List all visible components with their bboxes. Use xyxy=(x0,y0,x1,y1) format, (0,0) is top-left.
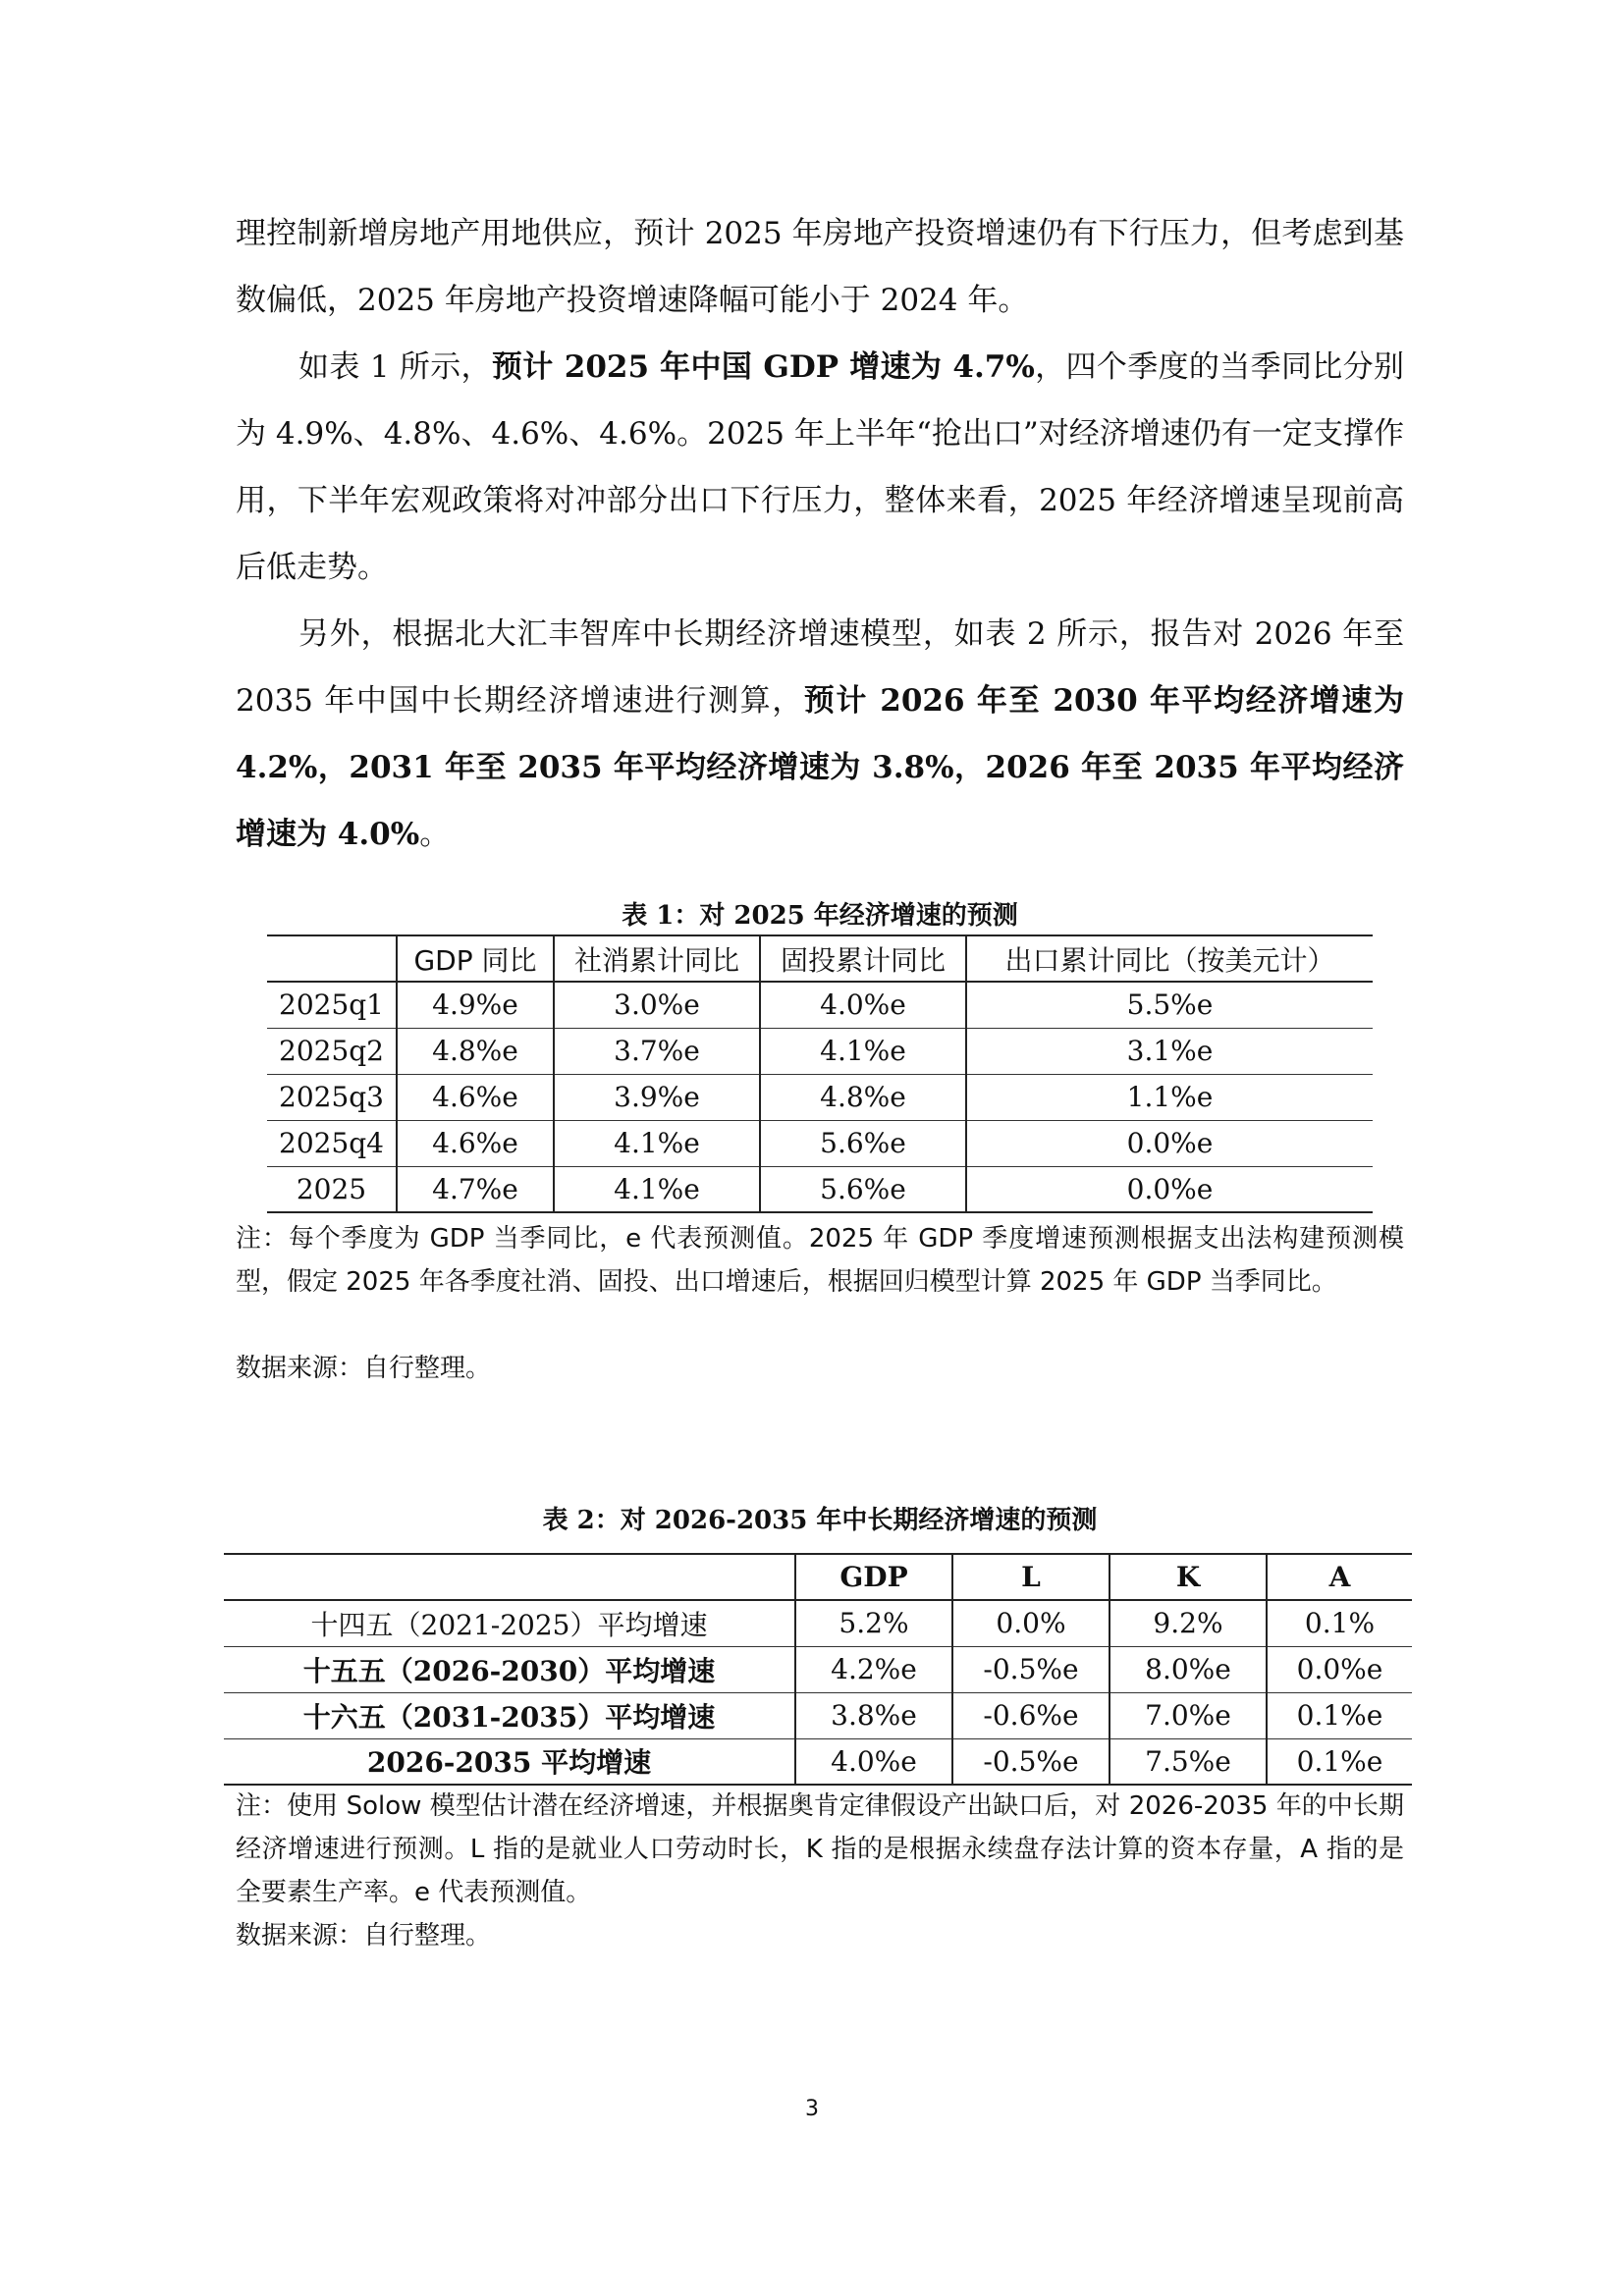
table-cell: 5.2% xyxy=(795,1600,952,1646)
table-cell: 8.0%e xyxy=(1110,1646,1267,1692)
paragraph-bold-text: 预计 2025 年中国 GDP 增速为 4.7% xyxy=(491,349,1035,385)
paragraph-text: 。 xyxy=(419,817,451,852)
table-cell: 4.2%e xyxy=(795,1646,952,1692)
table-cell: 0.1% xyxy=(1267,1600,1412,1646)
paragraph-text: 理控制新增房地产用地供应，预计 2025 年房地产投资增速仍有下行压力，但考虑到基数偏低，2025 年房地产投资增速降幅可能小于 2024 年。 xyxy=(236,216,1404,318)
table-cell: 2025q2 xyxy=(267,1028,397,1074)
table-cell: 0.0% xyxy=(952,1600,1110,1646)
table-cell: 0.0%e xyxy=(966,1120,1373,1166)
paragraph-gdp-forecast xyxy=(236,334,1404,601)
page-number: 3 xyxy=(805,2097,819,2121)
table-header-cell: GDP 同比 xyxy=(397,935,554,982)
table-cell: 4.1%e xyxy=(554,1120,760,1166)
table-cell: 5.5%e xyxy=(966,982,1373,1028)
table-header-cell: GDP xyxy=(795,1554,952,1600)
table-cell: 0.1%e xyxy=(1267,1738,1412,1785)
table-header-cell: A xyxy=(1267,1554,1412,1600)
table1-caption: 表 1：对 2025 年经济增速的预测 xyxy=(622,901,1018,931)
table-cell: 十四五（2021-2025）平均增速 xyxy=(224,1600,795,1646)
table-cell: 0.0%e xyxy=(966,1166,1373,1212)
table-cell: 4.6%e xyxy=(397,1120,554,1166)
table-header-row xyxy=(267,935,1373,982)
table-row xyxy=(267,1028,1373,1074)
table1-source: 数据来源：自行整理。 xyxy=(236,1354,492,1383)
table-row xyxy=(267,1120,1373,1166)
table-cell: 4.0%e xyxy=(760,982,966,1028)
table-row xyxy=(224,1692,1412,1738)
paragraph-long-term-forecast xyxy=(236,601,1404,868)
table-cell: 2025q3 xyxy=(267,1074,397,1120)
table-row xyxy=(224,1646,1412,1692)
table-cell: 2026-2035 平均增速 xyxy=(224,1738,795,1785)
table-cell: -0.6%e xyxy=(952,1692,1110,1738)
paragraph-text: ，四个季度的当季同比分别为 4.9%、4.8%、4.6%、4.6%。2025 年上半年“抢出口”对经济增速仍有一定支撑作用，下半年宏观政策将对冲部分出口下行压力，整体来看，2025 年经济增速呈现前高后低走势。 xyxy=(236,349,1405,585)
table-header-cell: 固投累计同比 xyxy=(760,935,966,982)
paragraph-bold-text: 预计 2026 年至 2030 年平均经济增速为 4.2%，2031 年至 2035 年平均经济增速为 3.8%，2026 年至 2035 年平均经济增速为 4.0% xyxy=(236,683,1404,852)
table-cell: 4.0%e xyxy=(795,1738,952,1785)
table-cell: 0.0%e xyxy=(1267,1646,1412,1692)
table-cell: 3.7%e xyxy=(554,1028,760,1074)
table-header-cell xyxy=(224,1554,795,1600)
table-header-cell xyxy=(267,935,397,982)
table-cell: 3.8%e xyxy=(795,1692,952,1738)
paragraph-real-estate xyxy=(236,200,1404,334)
table-cell: 5.6%e xyxy=(760,1166,966,1212)
table-cell: 2025q4 xyxy=(267,1120,397,1166)
table-cell: 4.7%e xyxy=(397,1166,554,1212)
table1-note: 注：每个季度为 GDP 当季同比，e 代表预测值。2025 年 GDP 季度增速预测根据支出法构建预测模型，假定 2025 年各季度社消、固投、出口增速后，根据回归模型计算 2025 年 GDP 当季同比。 xyxy=(236,1224,1404,1297)
table-header-cell: K xyxy=(1110,1554,1267,1600)
table-long-term-forecast xyxy=(224,1553,1412,1786)
table-row xyxy=(267,982,1373,1028)
table-cell: -0.5%e xyxy=(952,1738,1110,1785)
table-cell: 3.1%e xyxy=(966,1028,1373,1074)
table-cell: 4.6%e xyxy=(397,1074,554,1120)
table-cell: 3.9%e xyxy=(554,1074,760,1120)
table-header-cell: 出口累计同比（按美元计） xyxy=(966,935,1373,982)
table-cell: 十六五（2031-2035）平均增速 xyxy=(224,1692,795,1738)
table-row xyxy=(224,1600,1412,1646)
table-cell: -0.5%e xyxy=(952,1646,1110,1692)
table-header-cell: L xyxy=(952,1554,1110,1600)
paragraph-text: 另外，根据北大汇丰智库中长期经济增速模型，如表 2 所示，报告对 2026 年至 2035 年中国中长期经济增速进行测算， xyxy=(236,616,1404,719)
table-cell: 十五五（2026-2030）平均增速 xyxy=(224,1646,795,1692)
table-header-row xyxy=(224,1554,1412,1600)
table-cell: 4.8%e xyxy=(397,1028,554,1074)
table2-caption: 表 2：对 2026-2035 年中长期经济增速的预测 xyxy=(542,1506,1098,1535)
table-cell: 4.8%e xyxy=(760,1074,966,1120)
table-cell: 9.2% xyxy=(1110,1600,1267,1646)
table-header-cell: 社消累计同比 xyxy=(554,935,760,982)
table-cell: 4.1%e xyxy=(760,1028,966,1074)
table-row xyxy=(267,1166,1373,1212)
table2-note: 注：使用 Solow 模型估计潜在经济增速，并根据奥肯定律假设产出缺口后，对 2026-2035 年的中长期经济增速进行预测。L 指的是就业人口劳动时长，K 指的是根据永续盘存法计算的资本存量，A 指的是全要素生产率。e 代表预测值。 xyxy=(236,1791,1404,1907)
table-row xyxy=(224,1738,1412,1785)
table-cell: 1.1%e xyxy=(966,1074,1373,1120)
table-cell: 4.1%e xyxy=(554,1166,760,1212)
table-cell: 2025q1 xyxy=(267,982,397,1028)
table2-source: 数据来源：自行整理。 xyxy=(236,1921,492,1950)
table-cell: 2025 xyxy=(267,1166,397,1212)
table-cell: 5.6%e xyxy=(760,1120,966,1166)
table-row xyxy=(267,1074,1373,1120)
table-2025-forecast xyxy=(267,934,1373,1213)
table-cell: 4.9%e xyxy=(397,982,554,1028)
table-cell: 0.1%e xyxy=(1267,1692,1412,1738)
paragraph-text: 如表 1 所示， xyxy=(298,349,492,385)
table-cell: 3.0%e xyxy=(554,982,760,1028)
table-cell: 7.0%e xyxy=(1110,1692,1267,1738)
table-cell: 7.5%e xyxy=(1110,1738,1267,1785)
